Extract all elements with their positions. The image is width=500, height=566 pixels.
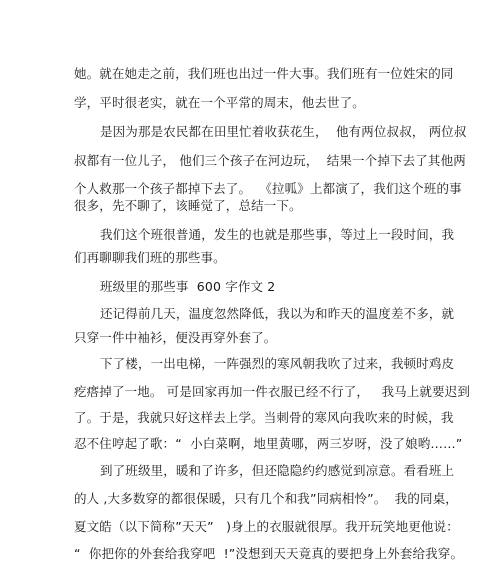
text-line-7: 我们这个班很普通，发生的也就是那些事，等过上一段时间，我 [100,227,455,242]
text-line-2: 学，平时很老实，就在一个平常的周末，他去世了。 [74,95,365,110]
text-line-10: 还记得前几天，温度忽然降低，我以为和昨天的温度差不多，就 [100,306,455,321]
text-line-4: 叔都有一位儿子， 他们三个孩子在河边玩， 结果一个掉下去了其他两 [74,153,466,168]
text-line-1: 她。就在她走之前，我们班也出过一件大事。我们班有一位姓宋的同 [74,66,454,81]
text-line-3: 是因为那是农民都在田里忙着收获花生， 他有两位叔叔， 两位叔 [100,124,467,139]
text-line-15: 忍不住哼起了歌：“ 小白菜啊，地里黄哪，两三岁呀，没了娘哟……” [74,436,463,451]
text-line-8: 们再聊聊我们班的那些事。 [74,250,226,265]
text-line-13: 疙瘩掉了一地。 可是回家再加一件衣服已经不行了， 我马上就要迟到 [74,384,470,399]
text-line-6: 很多，先不聊了，该睡觉了，总结一下。 [74,198,302,213]
text-line-18: 夏文皓（以下简称”天天” )身上的衣服就很厚。我开玩笑地更他说： [74,519,459,534]
text-line-11: 只穿一件中袖衫，便没再穿外套了。 [74,330,277,345]
text-line-14: 了。于是，我就只好这样去上学。当刺骨的寒风向我吹来的时候，我 [74,410,454,425]
text-line-12: 下了楼，一出电梯，一阵强烈的寒风朝我吹了过来，我顿时鸡皮 [100,356,455,371]
text-line-19: “ 你把你的外套给我穿吧 !”没想到天天竟真的要把身上外套给我穿。 [74,546,464,561]
text-line-16: 到了班级里，暖和了许多，但还隐隐约约感觉到凉意。看看班上 [100,463,455,478]
text-line-9: 班级里的那些事 600 字作文 2 [100,279,276,294]
text-line-5: 个人救那一个孩子都掉下去了。 《拉呱》上都演了，我们这个班的事 [74,181,462,196]
text-line-17: 的人 ,大多数穿的都很保暖，只有几个和我”同病相怜”。 我的同桌， [74,491,458,506]
